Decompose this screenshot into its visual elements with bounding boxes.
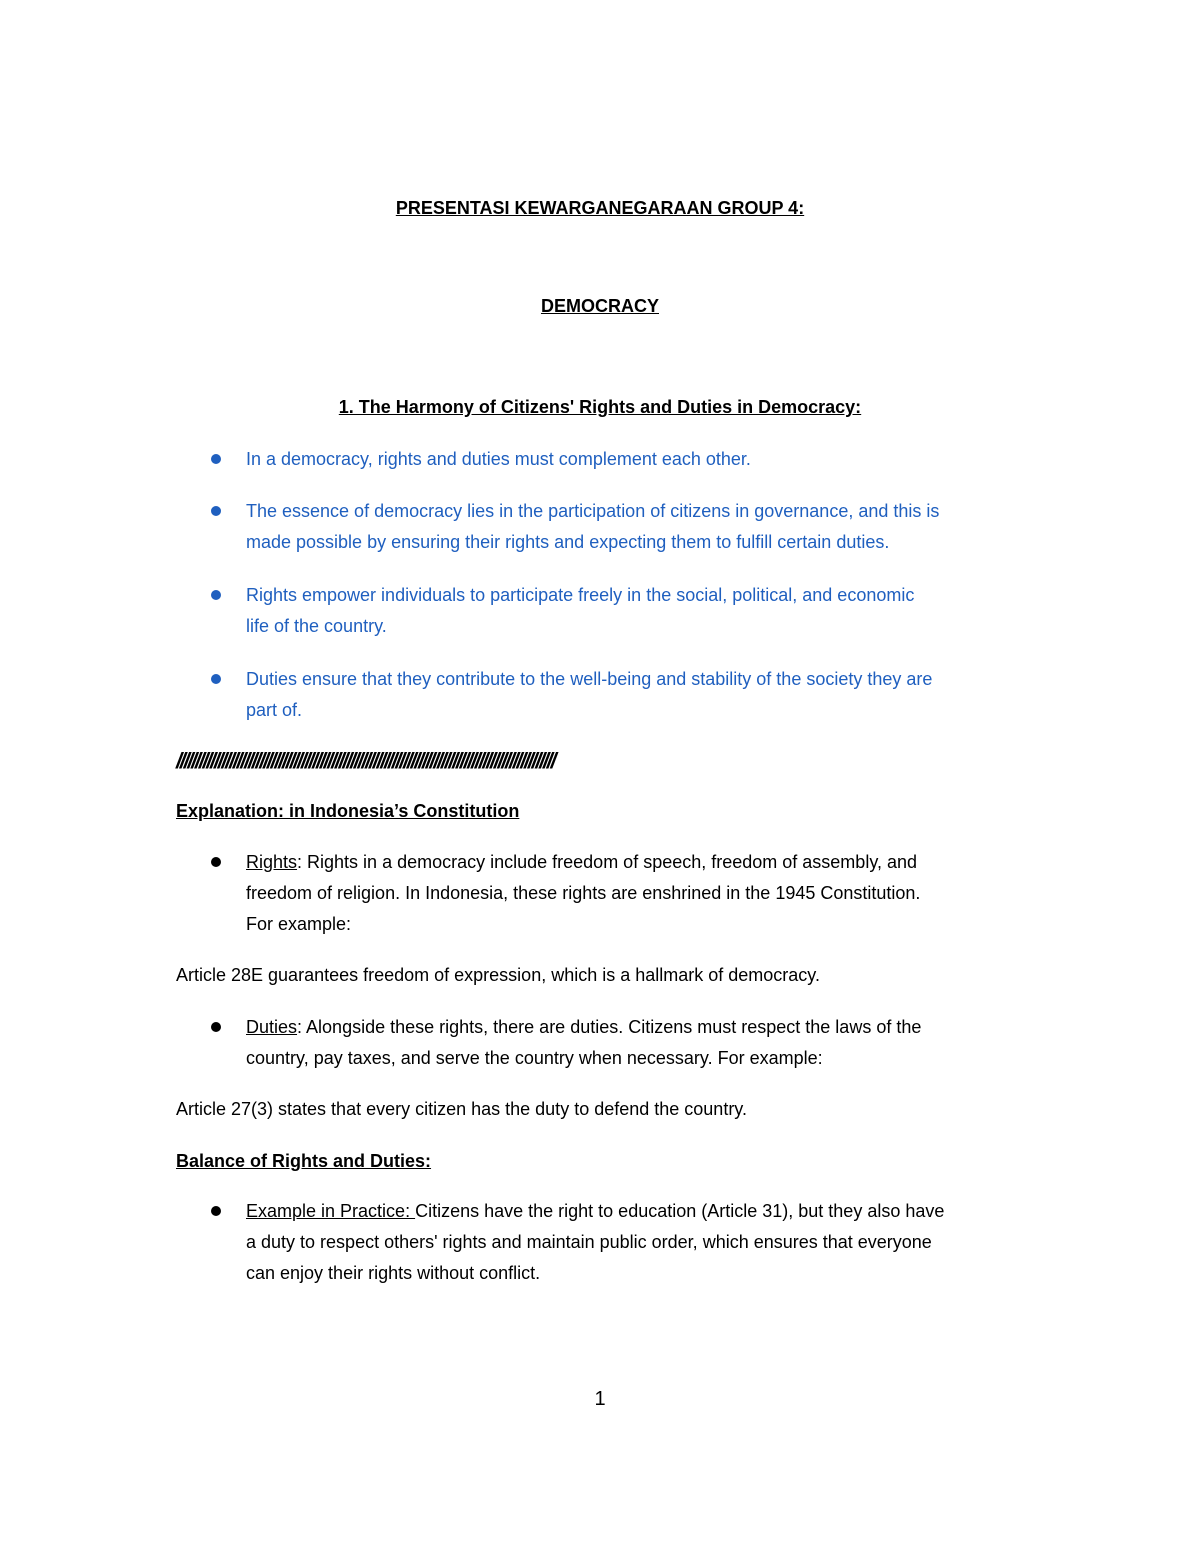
duties-item (246, 1012, 921, 1043)
duties-label: Duties (246, 1017, 298, 1037)
list-item-continuation: a duty to respect others' rights and maintain public order, which ensures that everyone (246, 1232, 932, 1252)
slash-divider: //////////////////////////////////////////////////////////////////////////////////////////////////// (176, 748, 555, 773)
duties-example-paragraph: Article 27(3) states that every citizen has the duty to defend the country. (176, 1099, 747, 1119)
bullet-marker (211, 454, 221, 464)
list-item: The essence of democracy lies in the participation of citizens in governance, and this is (246, 501, 940, 521)
rights-text: : Rights in a democracy include freedom of speech, freedom of assembly, and (297, 852, 918, 872)
bullet-marker (211, 857, 221, 867)
list-item-continuation: country, pay taxes, and serve the country when necessary. For example: (246, 1048, 823, 1068)
section-1-heading: 1. The Harmony of Citizens' Rights and Duties in Democracy: (338, 397, 862, 417)
example-item (246, 1196, 944, 1227)
list-item-continuation: can enjoy their rights without conflict. (246, 1263, 541, 1283)
rights-item (246, 847, 917, 878)
example-text: Citizens have the right to education (Article 31), but they also have (415, 1201, 945, 1221)
explanation-heading: Explanation: in Indonesia’s Constitution (176, 801, 520, 821)
page-number: 1 (594, 1388, 606, 1410)
bullet-marker (211, 674, 221, 684)
list-item: In a democracy, rights and duties must complement each other. (246, 449, 751, 469)
balance-heading: Balance of Rights and Duties: (176, 1151, 432, 1171)
bullet-marker (211, 506, 221, 516)
list-item-continuation: life of the country. (246, 616, 387, 636)
document-subtitle: DEMOCRACY (540, 296, 659, 316)
document-title: PRESENTASI KEWARGANEGARAAN GROUP 4: (395, 198, 805, 218)
rights-example-paragraph: Article 28E guarantees freedom of expression, which is a hallmark of democracy. (176, 965, 820, 985)
list-item-continuation: For example: (246, 914, 352, 934)
list-item-continuation: made possible by ensuring their rights and expecting them to fulfill certain duties. (246, 532, 890, 552)
list-item: Duties ensure that they contribute to the well-being and stability of the society they are (246, 669, 933, 689)
bullet-marker (211, 1022, 221, 1032)
rights-label: Rights (246, 852, 298, 872)
example-label: Example in Practice: (246, 1201, 416, 1221)
list-item: Rights empower individuals to participate freely in the social, political, and economic (246, 585, 915, 605)
bullet-marker (211, 590, 221, 600)
list-item-continuation: freedom of religion. In Indonesia, these rights are enshrined in the 1945 Constitution. (246, 883, 921, 903)
duties-text: : Alongside these rights, there are duties. Citizens must respect the laws of the (297, 1017, 922, 1037)
bullet-marker (211, 1206, 221, 1216)
list-item-continuation: part of. (246, 700, 303, 720)
